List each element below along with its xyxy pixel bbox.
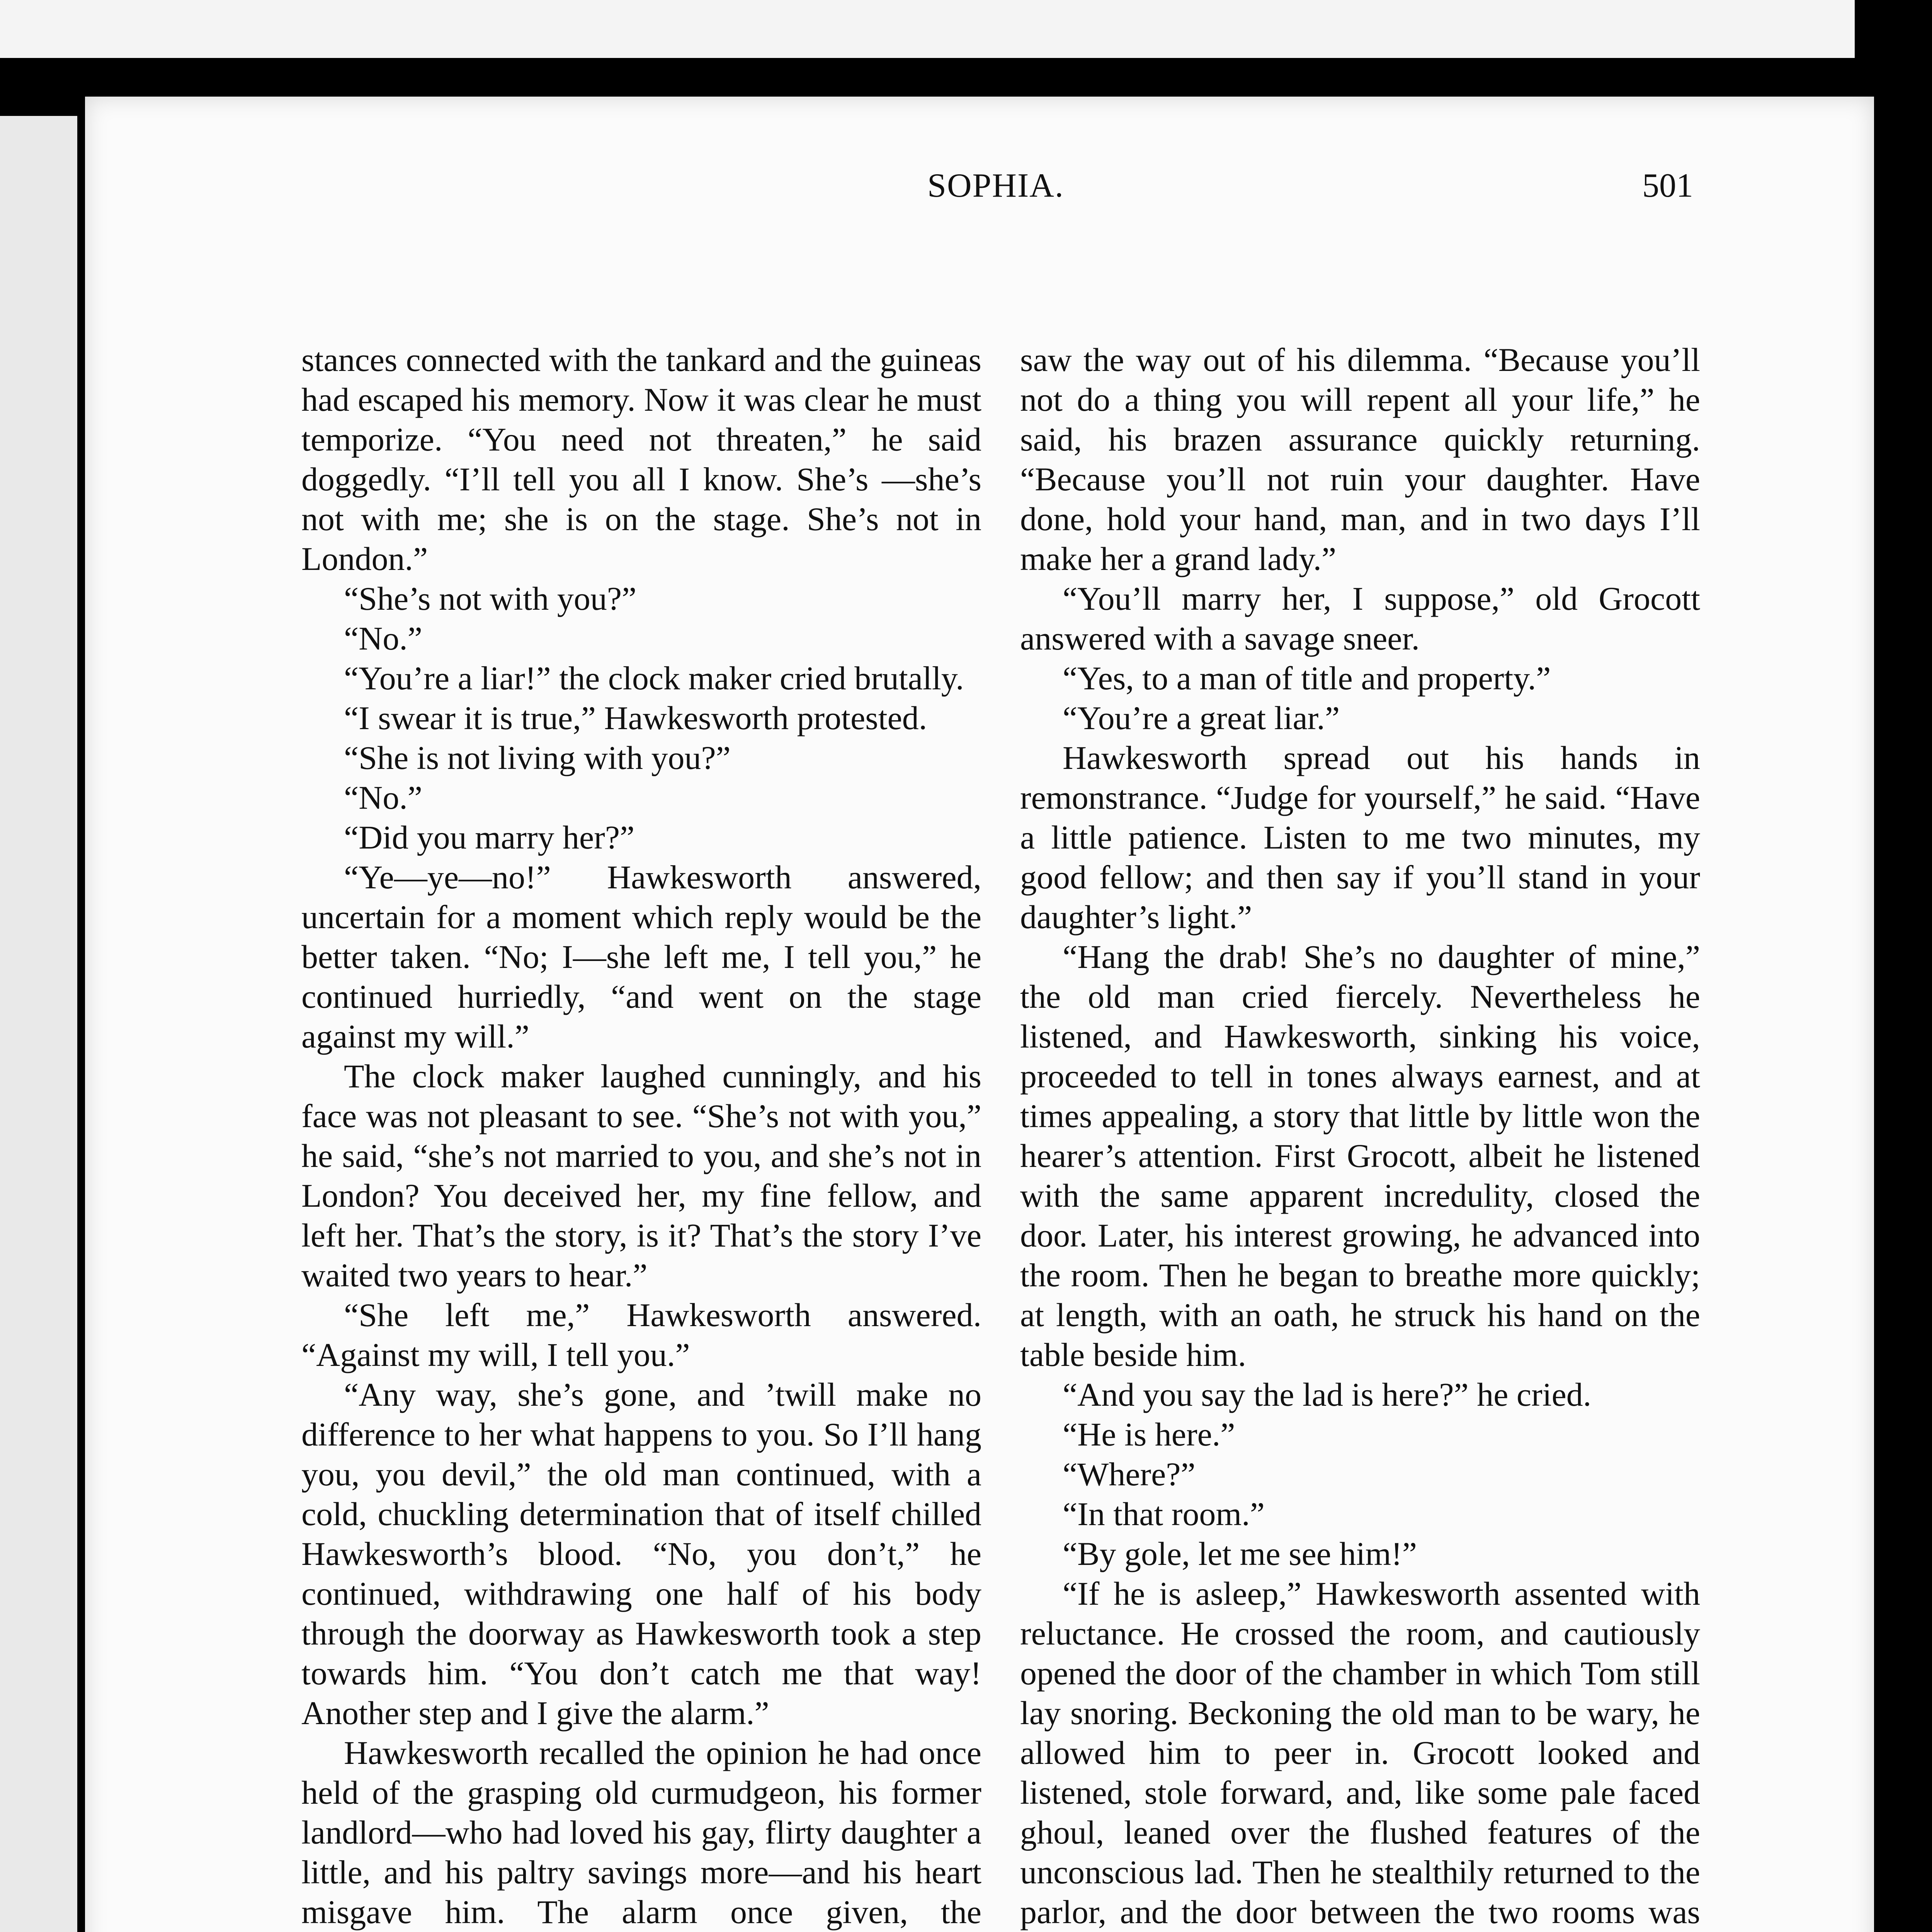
paragraph: “You’re a liar!” the clock maker cried brutally. (344, 660, 964, 697)
right-text-column (1020, 340, 1700, 1932)
paragraph: Hawkesworth recalled the opinion he had once held of the grasping old curmudgeon, his former landlord—who had loved his gay, flirty daughter a little, and his paltry savings more—and his heart misgave him. The alarm once given, the (301, 1734, 981, 1930)
paragraph: “Did you marry her?” (344, 819, 635, 856)
left-text-column (301, 340, 981, 1932)
paragraph: “If he is asleep,” Hawkesworth assented with reluctance. He crossed the room, and cautiously opened the door of the chamber in which Tom still lay snoring. Beckoning the old man to be wary, he allowed him to peer in. Grocott looked and listened, stole forward, and, like some pale faced ghoul, leaned over the flushed features of the unconscious lad. Then he stealthily returned to the parlor, and the door between the two rooms was (1020, 1575, 1700, 1930)
paragraph: stances connected with the tankard and the guineas had escaped his memory. Now it was clear he must temporize. “You need not threaten,” he said doggedly. “I’ll tell you all I know. She’s —she’s not with me; she is on the stage. She’s not in London.” (301, 341, 981, 577)
paragraph: “She is not living with you?” (344, 739, 731, 776)
paragraph: “Ye—ye—no!” Hawkesworth answered, uncertain for a moment which reply would be the better taken. “No; I—she left me, I tell you,” he continued hurriedly, “and went on the stage against my will.” (301, 859, 981, 1055)
paragraph: “I swear it is true,” Hawkesworth protested. (344, 699, 927, 736)
paragraph: “No.” (344, 779, 422, 816)
paragraph: “He is here.” (1063, 1416, 1235, 1453)
paragraph: saw the way out of his dilemma. “Because you’ll not do a thing you will repent all your life,” he said, his brazen assurance quickly returning. “Because you’ll not ruin your daughter. Have done, hold your hand, man, and in two days I’ll make her a grand lady.” (1020, 341, 1700, 577)
paragraph: “You’re a great liar.” (1063, 699, 1340, 736)
paragraph: “No.” (344, 620, 422, 657)
paragraph: “Hang the drab! She’s no daughter of mine,” the old man cried fiercely. Nevertheless he listened, and Hawkesworth, sinking his voice, proceeded to tell in tones always earnest, and at times appealing, a story that little by little won the hearer’s attention. First Grocott, albeit he listened with the same apparent incredulity, closed the door. Later, his interest growing, he advanced into the room. Then he began to breathe more quickly; at length, with an oath, he struck his hand on the table beside him. (1020, 938, 1700, 1373)
paragraph: The clock maker laughed cunningly, and his face was not pleasant to see. “She’s not with you,” he said, “she’s not married to you, and she’s not in London? You deceived her, my fine fellow, and left her. That’s the story, is it? That’s the story I’ve waited two years to hear.” (301, 1058, 981, 1294)
paragraph: “Yes, to a man of title and property.” (1063, 660, 1551, 697)
page-number: 501 (1642, 167, 1693, 204)
paragraph: Hawkesworth spread out his hands in remonstrance. “Judge for yourself,” he said. “Have a little patience. Listen to me two minutes, my good fellow; and then say if you’ll stand in your daughter’s light.” (1020, 739, 1700, 935)
running-title: SOPHIA. (927, 167, 1064, 204)
paragraph: “In that room.” (1063, 1495, 1265, 1532)
paragraph: “By gole, let me see him!” (1063, 1535, 1417, 1572)
paragraph: “You’ll marry her, I suppose,” old Grocott answered with a savage sneer. (1020, 580, 1700, 657)
paragraph: “Any way, she’s gone, and ’twill make no difference to her what happens to you. So I’ll hang you, you devil,” the old man continued, with a cold, chuckling determination that of itself chilled Hawkesworth’s blood. “No, you don’t,” he continued, withdrawing one half of his body through the doorway as Hawkesworth took a step towards him. “You don’t catch me that way! Another step and I give the alarm.” (301, 1376, 981, 1731)
paragraph: “And you say the lad is here?” he cried. (1063, 1376, 1592, 1413)
scan-top-strip (0, 0, 1855, 58)
paragraph: “She’s not with you?” (344, 580, 637, 617)
paragraph: “Where?” (1063, 1456, 1196, 1493)
previous-page-edge (0, 116, 77, 1932)
paragraph: “She left me,” Hawkesworth answered. “Against my will, I tell you.” (301, 1296, 981, 1373)
